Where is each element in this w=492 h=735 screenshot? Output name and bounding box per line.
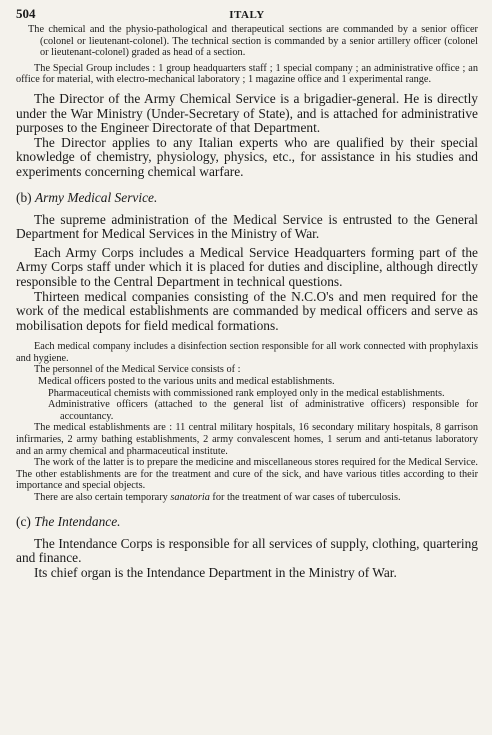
paragraph: Each medical company includes a disinfection section responsible for all work connected with prophylaxis and hygiene.	[16, 341, 478, 364]
paragraph: Medical officers posted to the various units and medical establishments.	[38, 376, 335, 388]
paragraph: The chemical and the physio-pathological and therapeutical sections are commanded by a senior officer (colonel or lieutenant-colonel). The technical section is commanded by a senior artillery officer (colonel or lieutenant-colonel) graded as head of a section.	[28, 24, 478, 59]
paragraph: Its chief organ is the Intendance Department in the Ministry of War.	[34, 564, 397, 580]
section-title: The Intendance.	[34, 513, 121, 529]
paragraph: Pharmaceutical chemists with commissioned rank employed only in the medical establishments.	[48, 387, 445, 399]
section-title: Army Medical Service.	[34, 189, 158, 205]
paragraph: The Director applies to any Italian experts who are qualified by their special knowledge of chemistry, physiology, physics, etc., for assistance in his studies and experiments concerning chemical warfare.	[16, 134, 478, 179]
paragraph: Thirteen medical companies consisting of the N.C.O's and men required for the work of the medical establishments are commanded by medical officers and serve as mobilisation depots for field medical formations.	[16, 288, 478, 333]
paragraph: The Special Group includes : 1 group headquarters staff ; 1 special company ; an administrative office ; an office for material, with electro-mechanical laboratory ; 1 magazine office and 1 experimental range.	[16, 62, 478, 86]
paragraph-text: There are also certain temporary	[34, 492, 171, 503]
paragraph: The personnel of the Medical Service consists of :	[34, 364, 241, 376]
section-heading	[16, 514, 478, 529]
italic-term: sanatoria	[170, 492, 210, 503]
paragraph: Each Army Corps includes a Medical Service Headquarters forming part of the Army Corps staff under which it is placed for duties and discipline, although directly responsible to the Central Department in technical questions.	[16, 244, 478, 289]
paragraph: The Director of the Army Chemical Service is a brigadier-general. He is directly under the War Ministry (Under-Secretary of State), and is attached for administrative purposes to the Engineer Directorate of that Department.	[16, 90, 478, 136]
paragraph-text: for the treatment of war cases of tuberculosis.	[209, 492, 401, 503]
section-letter: (c)	[16, 513, 31, 529]
paragraph: The supreme administration of the Medical Service is entrusted to the General Department for Medical Services in the Ministry of War.	[16, 211, 478, 242]
paragraph: The medical establishments are : 11 central military hospitals, 16 secondary military hospitals, 8 garrison infirmaries, 2 army bathing establishments, 2 army convalescent homes, 1 serum and anti-tetanus laboratory and an army chemical and pharmaceutical institute.	[16, 422, 478, 457]
page-number: 504	[16, 6, 36, 21]
paragraph: Administrative officers (attached to the general list of administrative officers) responsible for accountancy.	[48, 399, 478, 422]
running-title: ITALY	[229, 9, 265, 21]
paragraph: The work of the latter is to prepare the medicine and miscellaneous stores required for the Medical Service. The other establishments are for the treatment and cure of the sick, and have various titles according to their importance and special objects.	[16, 457, 478, 492]
section-heading	[16, 190, 478, 205]
section-letter: (b)	[16, 189, 32, 205]
paragraph	[16, 492, 478, 504]
page-header	[16, 6, 478, 24]
paragraph: The Intendance Corps is responsible for all services of supply, clothing, quartering and finance.	[16, 535, 478, 566]
page-body	[16, 24, 478, 580]
